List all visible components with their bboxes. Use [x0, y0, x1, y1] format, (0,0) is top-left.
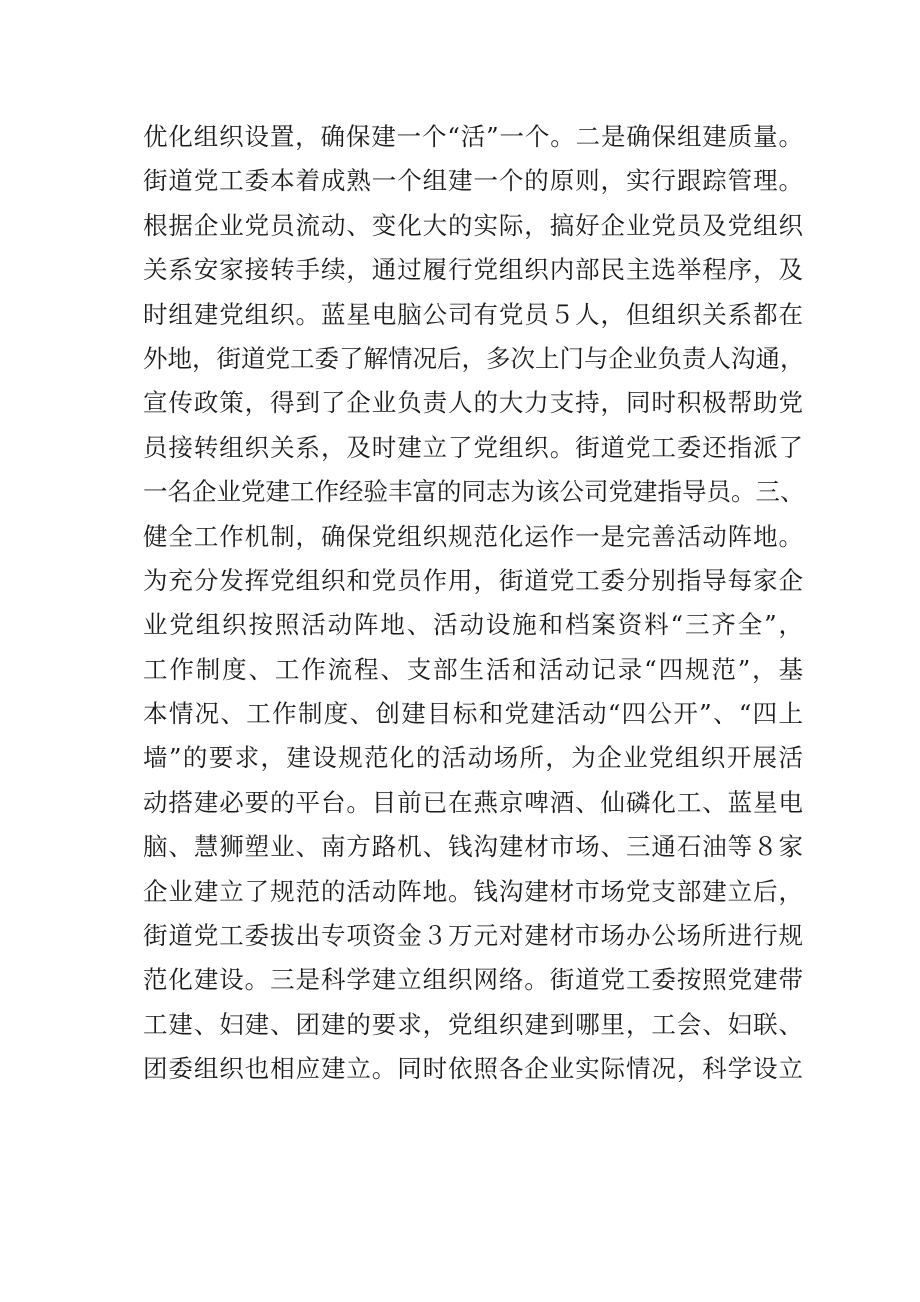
text-line: 墙”的要求，建设规范化的活动场所，为企业党组织开展活	[143, 743, 803, 773]
text-line: 街道党工委拔出专项资金３万元对建材市场办公场所进行规	[143, 921, 803, 951]
text-line: 范化建设。三是科学建立组织网络。街道党工委按照党建带	[143, 965, 803, 995]
text-line: 工建、妇建、团建的要求，党组织建到哪里，工会、妇联、	[143, 1009, 803, 1039]
body-text	[143, 115, 803, 1092]
text-line: 员接转组织关系，及时建立了党组织。街道党工委还指派了	[143, 432, 803, 462]
text-line: 工作制度、工作流程、支部生活和活动记录“四规范”，基	[143, 654, 803, 684]
text-line: 业党组织按照活动阵地、活动设施和档案资料“三齐全”，	[143, 610, 803, 640]
text-line: 动搭建必要的平台。目前已在燕京啤酒、仙磷化工、蓝星电	[143, 787, 803, 817]
text-line: 团委组织也相应建立。同时依照各企业实际情况，科学设立	[143, 1054, 803, 1084]
text-line: 根据企业党员流动、变化大的实际，搞好企业党员及党组织	[143, 210, 803, 240]
text-line: 一名企业党建工作经验丰富的同志为该公司党建指导员。三、	[143, 477, 805, 507]
text-line: 脑、慧狮塑业、南方路机、钱沟建材市场、三通石油等８家	[143, 832, 803, 862]
text-line: 企业建立了规范的活动阵地。钱沟建材市场党支部建立后，	[143, 876, 803, 906]
text-line: 为充分发挥党组织和党员作用，街道党工委分别指导每家企	[143, 565, 803, 595]
text-line: 本情况、工作制度、创建目标和党建活动“四公开”、“四上	[143, 699, 803, 729]
text-line: 关系安家接转手续，通过履行党组织内部民主选举程序，及	[143, 255, 803, 285]
text-line: 宣传政策，得到了企业负责人的大力支持，同时积极帮助党	[143, 388, 803, 418]
text-line: 健全工作机制，确保党组织规范化运作一是完善活动阵地。	[143, 521, 803, 551]
text-line: 优化组织设置，确保建一个“活”一个。二是确保组建质量。	[143, 122, 803, 151]
text-line: 外地，街道党工委了解情况后，多次上门与企业负责人沟通，	[143, 343, 805, 373]
text-line: 街道党工委本着成熟一个组建一个的原则，实行跟踪管理。	[143, 166, 803, 196]
text-line: 时组建党组织。蓝星电脑公司有党员５人，但组织关系都在	[143, 299, 803, 329]
